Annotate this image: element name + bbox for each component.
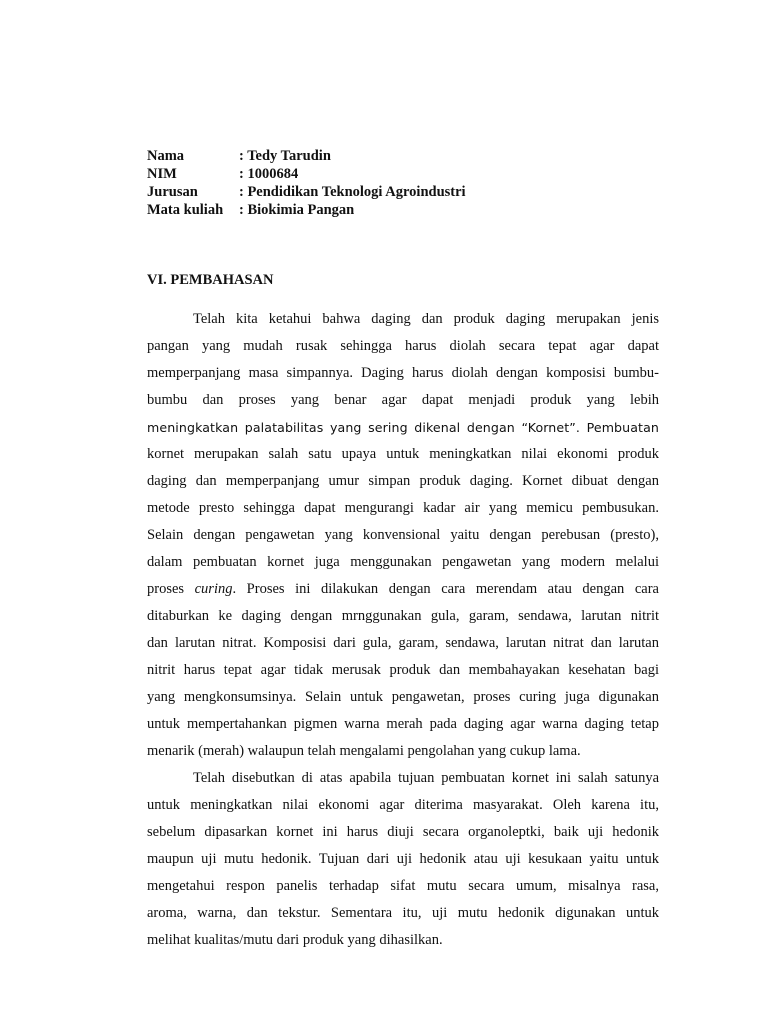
text-line: yang mengkonsumsinya. Selain untuk pengawetan, proses curing juga digunakan bbox=[147, 689, 659, 705]
info-row-name bbox=[147, 147, 466, 165]
info-label: NIM bbox=[147, 166, 177, 182]
italic-term: curing bbox=[194, 581, 233, 597]
text-segment: proses bbox=[147, 581, 195, 597]
info-value: : 1000684 bbox=[239, 166, 299, 182]
info-row-nim bbox=[147, 165, 466, 183]
text-line: dalam pembuatan kornet juga menggunakan pengawetan yang modern melalui bbox=[147, 554, 659, 570]
text-line: kornet merupakan salah satu upaya untuk meningkatkan nilai ekonomi produk bbox=[147, 446, 659, 462]
text-line: maupun uji mutu hedonik. Tujuan dari uji hedonik atau uji kesukaan yaitu untuk bbox=[147, 851, 659, 867]
info-value: : Biokimia Pangan bbox=[239, 202, 355, 218]
text-line: Selain dengan pengawetan yang konvensional yaitu dengan perebusan (presto), bbox=[147, 527, 659, 543]
text-line: Telah disebutkan di atas apabila tujuan pembuatan kornet ini salah satunya bbox=[193, 770, 659, 786]
text-line: nitrit harus tepat agar tidak merusak produk dan membahayakan kesehatan bagi bbox=[147, 662, 659, 678]
text-line: sebelum dipasarkan kornet ini harus diuji secara organoleptki, baik uji hedonik bbox=[147, 824, 659, 840]
text-line: menarik (merah) walaupun telah mengalami pengolahan yang cukup lama. bbox=[147, 743, 581, 759]
student-info-block bbox=[147, 147, 466, 219]
info-label: Jurusan bbox=[147, 184, 198, 200]
text-line: dan larutan nitrat. Komposisi dari gula, garam, sendawa, larutan nitrat dan larutan bbox=[147, 635, 659, 651]
paragraph-2 bbox=[147, 765, 659, 954]
section-heading: VI. PEMBAHASAN bbox=[147, 272, 274, 288]
text-line: metode presto sehingga dapat mengurangi kadar air yang memicu pembusukan. bbox=[147, 500, 659, 516]
info-value: : Tedy Tarudin bbox=[239, 148, 331, 164]
text-line: memperpanjang masa simpannya. Daging harus diolah dengan komposisi bumbu- bbox=[147, 365, 659, 381]
info-label: Mata kuliah bbox=[147, 202, 224, 218]
info-value: : Pendidikan Teknologi Agroindustri bbox=[239, 184, 466, 200]
body-text bbox=[147, 306, 659, 954]
text-line: Telah kita ketahui bahwa daging dan produk daging merupakan jenis bbox=[193, 311, 659, 327]
text-line: untuk mempertahankan pigmen warna merah pada daging agar warna daging tetap bbox=[147, 716, 659, 732]
paragraph-1 bbox=[147, 306, 659, 765]
info-label: Nama bbox=[147, 148, 185, 164]
text-line: daging dan memperpanjang umur simpan produk daging. Kornet dibuat dengan bbox=[147, 473, 659, 489]
info-row-mata-kuliah bbox=[147, 201, 466, 219]
text-line: pangan yang mudah rusak sehingga harus diolah secara tepat agar dapat bbox=[147, 338, 659, 354]
text-line: melihat kualitas/mutu dari produk yang dihasilkan. bbox=[147, 932, 443, 948]
text-line: mengetahui respon panelis terhadap sifat mutu secara umum, misalnya rasa, bbox=[147, 878, 659, 894]
text-segment: . Proses ini dilakukan dengan cara merendam atau dengan cara bbox=[232, 581, 659, 597]
text-line: untuk meningkatkan nilai ekonomi agar diterima masyarakat. Oleh karena itu, bbox=[147, 797, 659, 813]
text-line bbox=[147, 576, 659, 603]
info-row-jurusan bbox=[147, 183, 466, 201]
text-line: meningkatkan palatabilitas yang sering dikenal dengan “Kornet”. Pembuatan bbox=[147, 420, 659, 435]
text-line: ditaburkan ke daging dengan mrnggunakan gula, garam, sendawa, larutan nitrit bbox=[147, 608, 659, 624]
text-line: aroma, warna, dan tekstur. Sementara itu, uji mutu hedonik digunakan untuk bbox=[147, 905, 659, 921]
text-line: bumbu dan proses yang benar agar dapat menjadi produk yang lebih bbox=[147, 392, 659, 408]
